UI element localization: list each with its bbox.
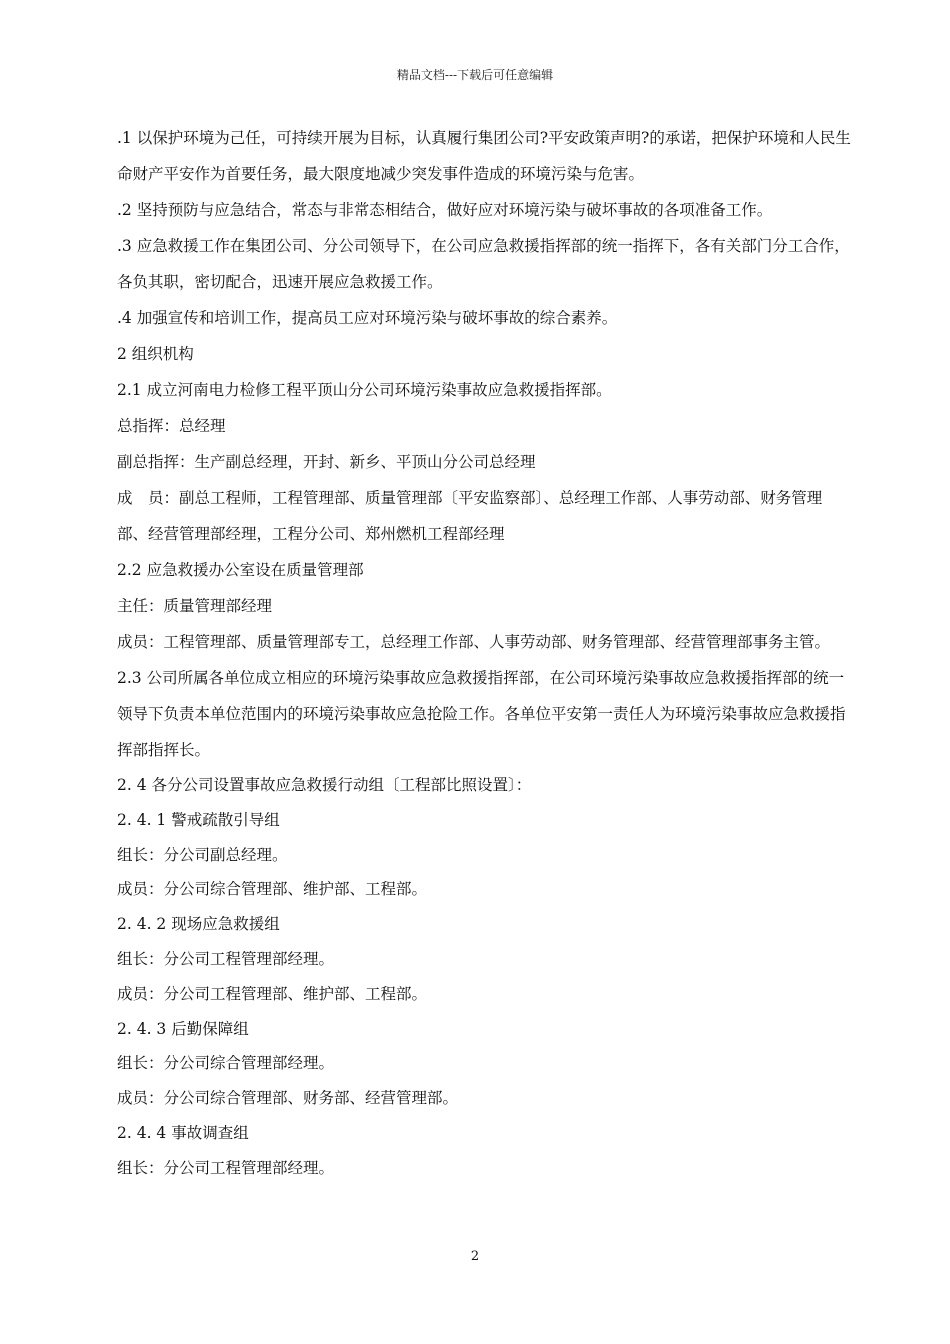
paragraph-deputy-commander: 副总指挥：生产副总经理，开封、新乡、平顶山分公司总经理 xyxy=(117,453,536,471)
paragraph-leader-2-4-1: 组长：分公司副总经理。 xyxy=(117,845,288,864)
paragraph-office-members: 成员：工程管理部、质量管理部专工，总经理工作部、人事劳动部、财务管理部、经营管理部事务主管。 xyxy=(117,633,831,651)
paragraph-members: 成 员：副总工程师，工程管理部、质量管理部〔平安监察部〕、总经理工作部、人事劳动部、财务管理部、经营管理部经理，工程分公司、郑州燃机工程部经理 xyxy=(117,489,823,543)
page-number: 2 xyxy=(470,1249,480,1264)
paragraph-leader-2-4-3: 组长：分公司综合管理部经理。 xyxy=(117,1054,335,1073)
paragraph-director: 主任：质量管理部经理 xyxy=(117,597,273,615)
paragraph-principle-3: .3 应急救援工作在集团公司、分公司领导下，在公司应急救援指挥部的统一指挥下，各有关部门分工合作，各负其职，密切配合，迅速开展应急救援工作。 xyxy=(117,237,850,291)
paragraph-2-2: 2.2 应急救援办公室设在质量管理部 xyxy=(117,561,364,579)
paragraph-principle-1: .1 以保护环境为己任，可持续开展为目标，认真履行集团公司?平安政策声明?的承诺，把保护环境和人民生命财产平安作为首要任务，最大限度地减少突发事件造成的环境污染与危害。 xyxy=(117,129,851,183)
paragraph-2-1: 2.1 成立河南电力检修工程平顶山分公司环境污染事故应急救援指挥部。 xyxy=(117,381,612,399)
paragraph-principle-4: .4 加强宣传和培训工作，提高员工应对环境污染与破坏事故的综合素养。 xyxy=(117,309,618,327)
page-header: 精品文档---下载后可任意编辑 xyxy=(396,68,554,82)
paragraph-leader-2-4-4: 组长：分公司工程管理部经理。 xyxy=(117,1158,335,1177)
heading-2-4-2: 2. 4. 2 现场应急救援组 xyxy=(117,915,280,934)
heading-2-4-4: 2. 4. 4 事故调查组 xyxy=(117,1123,249,1142)
heading-2-4-1: 2. 4. 1 警戒疏散引导组 xyxy=(117,810,280,829)
paragraph-2-3: 2.3 公司所属各单位成立相应的环境污染事故应急救援指挥部，在公司环境污染事故应急救援指挥部的统一领导下负责本单位范围内的环境污染事故应急抢险工作。各单位平安第一责任人为环境污染事故应急救援指挥部指挥长。 xyxy=(117,669,846,759)
paragraph-members-2-4-3: 成员：分公司综合管理部、财务部、经营管理部。 xyxy=(117,1089,459,1108)
paragraph-principle-2: .2 坚持预防与应急结合，常态与非常态相结合，做好应对环境污染与破坏事故的各项准备工作。 xyxy=(117,201,773,219)
paragraph-leader-2-4-2: 组长：分公司工程管理部经理。 xyxy=(117,949,335,968)
paragraph-2-4: 2. 4 各分公司设置事故应急救援行动组〔工程部比照设置〕： xyxy=(117,776,532,794)
paragraph-members-2-4-1: 成员：分公司综合管理部、维护部、工程部。 xyxy=(117,880,428,899)
section-heading-organization: 2 组织机构 xyxy=(117,345,194,363)
document-body xyxy=(117,120,851,1186)
paragraph-commander: 总指挥：总经理 xyxy=(117,417,226,435)
heading-2-4-3: 2. 4. 3 后勤保障组 xyxy=(117,1019,249,1038)
paragraph-members-2-4-2: 成员：分公司工程管理部、维护部、工程部。 xyxy=(117,984,428,1003)
